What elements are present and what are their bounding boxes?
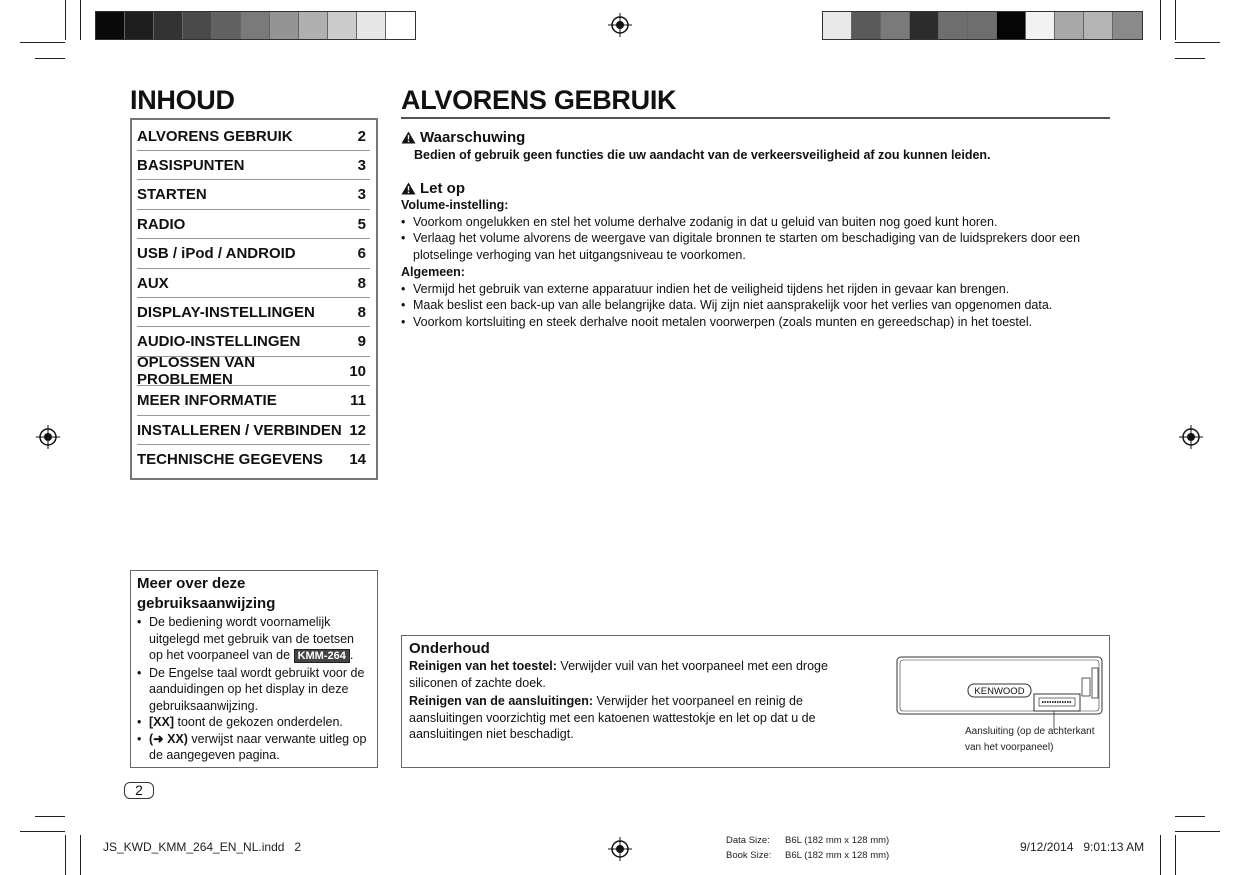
registration-mark-icon	[608, 13, 632, 37]
toc-entry-page: 9	[357, 333, 366, 351]
color-swatch	[154, 12, 183, 39]
page-title: ALVORENS GEBRUIK	[401, 85, 677, 115]
maintenance-paragraph-1: Reinigen van het toestel: Verwijder vuil van het voorpaneel met een droge siliconen of zachte doek.	[409, 659, 828, 690]
toc-entry[interactable]	[137, 298, 370, 327]
illustration-caption: Aansluiting (op de achterkant van het voorpaneel)	[965, 726, 1095, 753]
warning-triangle-icon	[401, 182, 416, 195]
color-swatch	[997, 12, 1026, 39]
footer-sizes: Data Size: B6L (182 mm x 128 mm) Book Size: B6L (182 mm x 128 mm)	[726, 835, 890, 861]
color-swatch	[1026, 12, 1055, 39]
color-swatch	[910, 12, 939, 39]
list-item: • Verlaag het volume alvorens de weergave van digitale bronnen te starten om beschadiging van de luidsprekers door een plotselinge verhoging van het uitgangsniveau te voorkomen.	[401, 230, 1110, 263]
maintenance-paragraph-2: Reinigen van de aansluitingen: Verwijder het voorpaneel en reinig de aansluitingen voorzichtig met een katoenen wattestokje en let op dat u de aansluitingen niet beschadigt.	[409, 694, 816, 741]
toc-entry-page: 6	[357, 245, 366, 263]
page-number: 2	[124, 782, 154, 799]
toc-entry[interactable]	[137, 122, 370, 151]
color-swatch	[386, 12, 415, 39]
list-item: • De Engelse taal wordt gebruikt voor de aanduidingen op het display in deze gebruiksaanwijzing.	[137, 665, 371, 715]
toc-entry-label: INSTALLEREN / VERBINDEN	[137, 421, 342, 439]
toc-entry[interactable]	[137, 354, 370, 389]
color-swatch	[299, 12, 328, 39]
manual-info-list	[137, 614, 371, 764]
color-swatch	[357, 12, 386, 39]
warning-text: Bedien of gebruik geen functies die uw aandacht van de verkeersveiligheid af zou kunnen leiden.	[414, 148, 991, 162]
toc-entry-page: 11	[350, 392, 366, 410]
list-item: • Voorkom ongelukken en stel het volume derhalve zodanig in dat u geluid van buiten nog goed kunt horen.	[401, 214, 1110, 231]
toc-entry[interactable]	[137, 151, 370, 180]
list-item: • Voorkom kortsluiting en steek derhalve nooit metalen voorwerpen (zoals munten en gereedschap) in het toestel.	[401, 314, 1110, 331]
color-swatch	[1084, 12, 1113, 39]
caution-section	[401, 180, 1110, 330]
toc-entry[interactable]	[137, 328, 370, 357]
registration-mark-icon	[608, 837, 632, 861]
toc-entry-label: BASISPUNTEN	[137, 156, 245, 174]
color-swatch	[1055, 12, 1084, 39]
toc-entry-label: OPLOSSEN VAN PROBLEMEN	[137, 354, 256, 389]
registration-mark-icon	[36, 425, 60, 449]
toc-entry-page: 8	[357, 274, 366, 292]
toc-entry-page: 8	[357, 303, 366, 321]
toc-entry[interactable]	[137, 445, 370, 474]
list-item: • (➜ XX) verwijst naar verwante uitleg op de aangegeven pagina.	[137, 731, 371, 764]
toc-entry-page: 10	[349, 362, 366, 380]
maintenance-heading: Onderhoud	[409, 640, 490, 657]
toc-entry-label: AUDIO-INSTELLINGEN	[137, 333, 301, 351]
toc-entry-page: 12	[349, 421, 366, 439]
volume-list	[401, 214, 1110, 264]
toc-entry-label: DISPLAY-INSTELLINGEN	[137, 303, 315, 321]
table-of-contents	[130, 118, 378, 480]
warning-section	[401, 129, 1110, 164]
color-swatch	[212, 12, 241, 39]
footer-datetime: 9/12/2014 9:01:13 AM	[1020, 840, 1145, 854]
registration-mark-icon	[1179, 425, 1203, 449]
color-bar-right	[822, 11, 1143, 40]
volume-heading: Volume-instelling:	[401, 198, 509, 212]
maintenance-box	[401, 635, 1110, 768]
color-bar-left	[95, 11, 416, 40]
color-swatch	[823, 12, 852, 39]
toc-entry-label: AUX	[137, 274, 169, 292]
color-swatch	[125, 12, 154, 39]
toc-entry-label: STARTEN	[137, 186, 207, 204]
color-swatch	[183, 12, 212, 39]
toc-entry[interactable]	[137, 181, 370, 210]
color-swatch	[968, 12, 997, 39]
manual-info-box	[130, 570, 378, 768]
toc-entry-page: 14	[349, 451, 366, 469]
color-swatch	[939, 12, 968, 39]
toc-entry-label: RADIO	[137, 215, 186, 233]
toc-entry-page: 2	[357, 127, 366, 145]
color-swatch	[852, 12, 881, 39]
toc-entry[interactable]	[137, 240, 370, 269]
toc-title: INHOUD	[130, 85, 235, 115]
color-swatch	[96, 12, 125, 39]
list-item: • [XX] toont de gekozen onderdelen.	[137, 714, 371, 731]
toc-entry-page: 5	[357, 215, 366, 233]
color-swatch	[1113, 12, 1142, 39]
color-swatch	[270, 12, 299, 39]
brand-logo: KENWOOD	[974, 686, 1025, 697]
warning-heading: Waarschuwing	[420, 129, 526, 146]
general-list	[401, 281, 1110, 331]
toc-entry[interactable]	[137, 210, 370, 239]
color-swatch	[241, 12, 270, 39]
list-item: • Maak beslist een back-up van alle belangrijke data. Wij zijn niet aansprakelijk voor het verlies van opgenomen data.	[401, 297, 1110, 314]
title-rule	[401, 117, 1110, 119]
color-swatch	[881, 12, 910, 39]
model-badge: KMM-264	[294, 649, 350, 663]
caution-heading: Let op	[420, 180, 465, 197]
manual-info-heading: Meer over deze gebruiksaanwijzing	[137, 575, 276, 612]
toc-entry-page: 3	[357, 186, 366, 204]
toc-entry-label: TECHNISCHE GEGEVENS	[137, 451, 323, 469]
toc-entry[interactable]	[137, 416, 370, 445]
list-item: • Vermijd het gebruik van externe apparatuur indien het de veiligheid tijdens het rijden in gevaar kan brengen.	[401, 281, 1110, 298]
toc-entry-label: USB / iPod / ANDROID	[137, 245, 296, 263]
general-heading: Algemeen:	[401, 265, 465, 279]
toc-entry[interactable]	[137, 387, 370, 416]
color-swatch	[328, 12, 357, 39]
toc-entry[interactable]	[137, 269, 370, 298]
toc-entry-label: MEER INFORMATIE	[137, 392, 277, 410]
list-item: • De bediening wordt voornamelijk uitgelegd met gebruik van de toetsen op het voorpaneel van de KMM-264 .	[137, 614, 371, 665]
warning-triangle-icon	[401, 131, 416, 144]
toc-entry-page: 3	[357, 156, 366, 174]
toc-entry-label: ALVORENS GEBRUIK	[137, 127, 293, 145]
faceplate-illustration	[896, 656, 1106, 731]
footer-file: JS_KWD_KMM_264_EN_NL.indd 2	[103, 840, 302, 854]
